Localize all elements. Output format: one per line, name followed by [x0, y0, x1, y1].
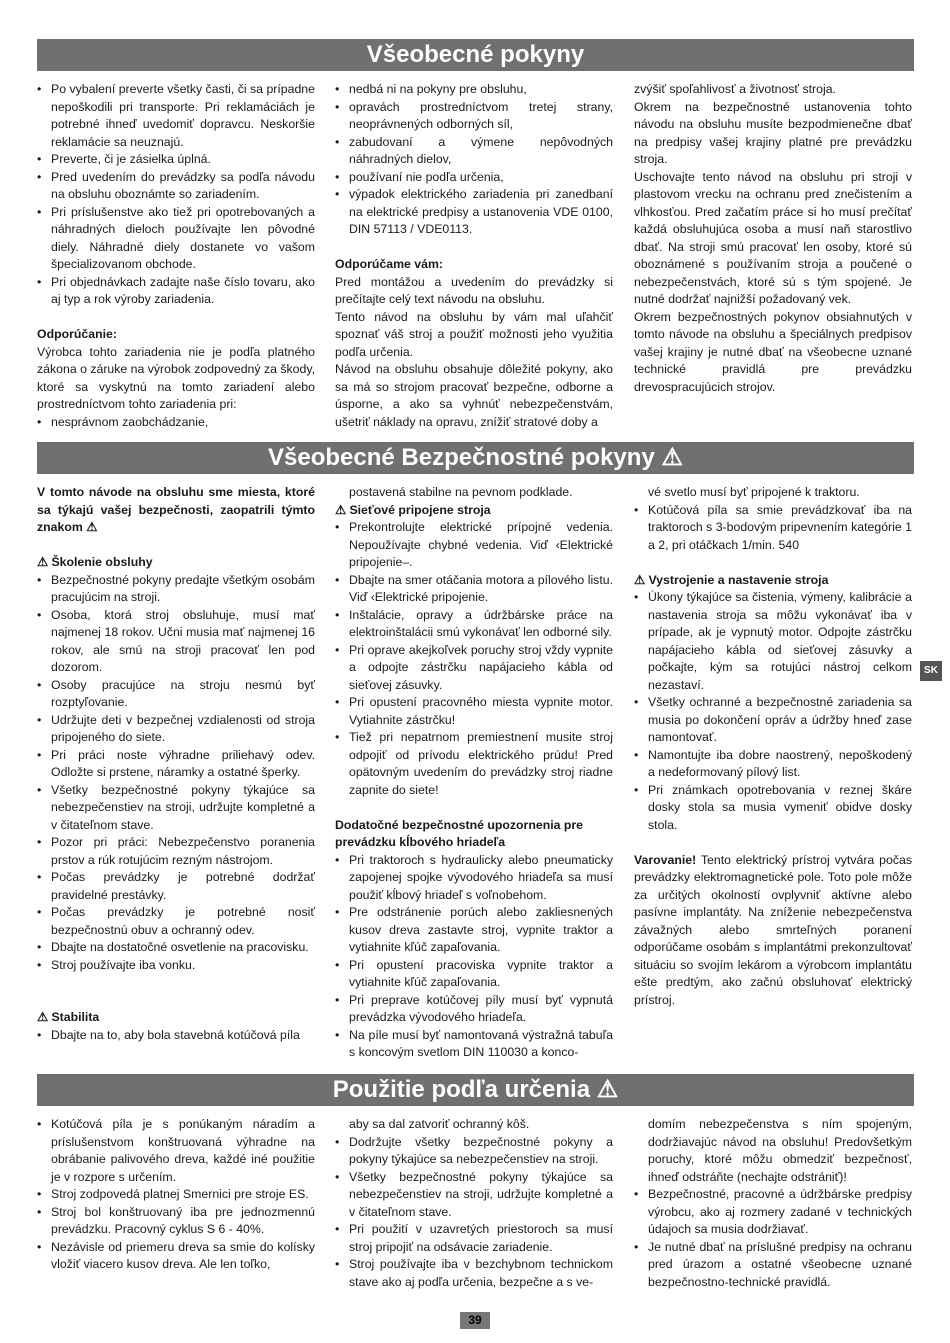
- list-item: • Pri opustení pracoviska vypnite traktor a vytiahnite kľúč zapaľovania.: [335, 957, 613, 992]
- s3-column-3: [634, 1116, 912, 1291]
- s3-column-2: [335, 1116, 613, 1291]
- list-item: • Bezpečnostné, pracovné a údržbárske predpisy výrobcu, ako aj rozmery zadané v technických údajoch sa musia dodržiavať.: [634, 1186, 912, 1239]
- subheading-recommendation: Odporúčanie:: [37, 327, 117, 341]
- paragraph: Okrem bezpečnostných pokynov obsiahnutých v tomto návode na obsluhu a špeciálnych predpisov vašej krajiny je nutné dbať na všeobecne uznané technické pravidlá pre prevádzku drevospracujúcich strojov.: [634, 309, 912, 394]
- subheading-we-recommend: Odporúčame vám:: [335, 257, 443, 271]
- list-item: • Pri príslušenstve ako tiež pri opotrebovaných a náhradných dieloch používajte len pôvodné diely. Náhradné diely dostanete vo vašom špecializovanom obchode.: [37, 204, 315, 274]
- list-item: • Všetky bezpečnostné pokyny týkajúce sa nebezpečenstiev na stroji, udržujte kompletné a v čitateľnom stave.: [37, 782, 315, 835]
- continued-text: aby sa dal zatvoriť ochranný kôš.: [349, 1117, 530, 1131]
- list-item: • Dbajte na to, aby bola stavebná kotúčová píla: [37, 1027, 315, 1045]
- list-item: • Po vybalení preverte všetky časti, či sa prípadne nepoškodili pri transporte. Pri reklamáciách je potrebné ihneď uvedomiť dopravcu. Neskoršie reklamácie sa neuznajú.: [37, 81, 315, 151]
- warning-paragraph: [634, 852, 912, 1010]
- list-item: • Kotúčová píla sa smie prevádzkovať iba na traktoroch s 3-bodovým pripevnením kategórie 1 a 2, pri otáčkach 1/min. 540: [634, 502, 912, 555]
- s1-column-2: [335, 81, 613, 431]
- paragraph: Uschovajte tento návod na obsluhu pri stroji v plastovom vrecku na ochranu pred znečistením a vlhkosťou. Pred začatím práce si ho musí prečítať každá obsluhujúca osoba a musí naň starostlivo dbať. Na stroji smú pracovať len osoby, ktoré sú oboznámené s používaním stroja a poučené o nebezpečenstvách, ktoré sú s tým spojené. Je nutné dodržať najnižší požadovaný vek.: [634, 169, 912, 306]
- subheading-stability: ⚠ Stabilita: [37, 1010, 100, 1024]
- list-item: • Nezávisle od priemeru dreva sa smie do kolísky vložiť viacero kusov dreva. Ale len toľko,: [37, 1239, 315, 1274]
- list-item: • Všetky ochranné a bezpečnostné zariadenia sa musia po dokončení opráv a údržby hneď zase namontovať.: [634, 694, 912, 747]
- section-title-intended-use: Použitie podľa určenia ⚠: [37, 1074, 914, 1106]
- list-item: • Osoba, ktorá stroj obsluhuje, musí mať najmenej 18 rokov. Učni musia mať najmenej 16 rokov, ale smú na stroji pracovať len pod dozorom.: [37, 607, 315, 677]
- paragraph: Pred montážou a uvedením do prevádzky si prečítajte celý text návodu na obsluhu.: [335, 274, 613, 306]
- continued-text: domím nebezpečenstva s ním spojeným, dodržiavajúc návod na obsluhu! Predovšetkým poruchy, ktoré môžu obmedziť bezpečnosť, ihneď odstráňte (nechajte odstrániť)!: [648, 1117, 912, 1184]
- s2-column-1: [37, 484, 315, 1044]
- list-item: • Dodržujte všetky bezpečnostné pokyny a pokyny týkajúce sa nebezpečenstiev na stroji.: [335, 1134, 613, 1169]
- page-number: 39: [460, 1312, 490, 1329]
- list-item: • Stroj zodpovedá platnej Smernici pre stroje ES.: [37, 1186, 315, 1204]
- s2-column-3: [634, 484, 912, 1009]
- list-item: • Inštalácie, opravy a údržbárske práce na elektroinštalácii smú vykonávať len odborné sily.: [335, 607, 613, 642]
- list-item: • nedbá ni na pokyny pre obsluhu,: [335, 81, 613, 99]
- s1-c2-list: [335, 81, 613, 239]
- subheading-pto-shaft: Dodatočné bezpečnostné upozornenia pre prevádzku kĺbového hriadeľa: [335, 817, 584, 849]
- continued-text: postavená stabilne na pevnom podklade.: [349, 485, 573, 499]
- s1-c1-list: [37, 81, 315, 309]
- list-item: • Počas prevádzky je potrebné nosiť bezpečnostnú obuv a ochranný odev.: [37, 904, 315, 939]
- list-item: • Pri traktoroch s hydraulicky alebo pneumaticky zapojenej spojke vývodového hriadeľa sa musí použiť kĺbový hriadeľ s voľnobehom.: [335, 852, 613, 905]
- list-item: • opravách prostredníctvom tretej strany, neoprávnených odborných síl,: [335, 99, 613, 134]
- list-item: • Bezpečnostné pokyny predajte všetkým osobám pracujúcim na stroji.: [37, 572, 315, 607]
- list-item: • Pri objednávkach zadajte naše číslo tovaru, ako aj typ a rok výroby zariadenia.: [37, 274, 315, 309]
- safety-intro: V tomto návode na obsluhu sme miesta, ktoré sa týkajú vašej bezpečnosti, zaopatrili týmto znakom ⚠: [37, 485, 315, 534]
- paragraph: Okrem na bezpečnostné ustanovenia tohto návodu na obsluhu musíte bezpodmienečne dbať na predpisy vašej krajiny platné pre prevádzku stroja.: [634, 99, 912, 166]
- s3-column-1: [37, 1116, 315, 1274]
- list-item: • zabudovaní a výmene nepôvodných náhradných dielov,: [335, 134, 613, 169]
- list-item: • Úkony týkajúce sa čistenia, výmeny, kalibrácie a nastavenia stroja sa môžu vykonávať iba v prípade, ak je vypnutý motor. Odpojte zástrčku napájacieho kábla od sieťovej zásuvky a počkajte, kým sa rotujúci nástroj celkom nezastaví.: [634, 589, 912, 694]
- list-item: • Preverte, či je zásielka úplná.: [37, 151, 315, 169]
- list-item: • Na píle musí byť namontovaná výstražná tabuľa s koncovým svetlom DIN 110030 a konco-: [335, 1027, 613, 1062]
- list-item: • Pred uvedením do prevádzky sa podľa návodu na obsluhu oboznámte so zariadením.: [37, 169, 315, 204]
- list-item: • používaní nie podľa určenia,: [335, 169, 613, 187]
- list-item: • Všetky bezpečnostné pokyny týkajúce sa nebezpečenstiev na stroji, udržujte kompletné a v čitateľnom stave.: [335, 1169, 613, 1222]
- list-item: • Je nutné dbať na príslušné predpisy na ochranu pred úrazom a ostatné všeobecne uznané bezpečnostno-technické pravidlá.: [634, 1239, 912, 1292]
- list-item: • Pri preprave kotúčovej píly musí byť vypnutá prevádzka vývodového hriadeľa.: [335, 992, 613, 1027]
- list-item: • Pre odstránenie porúch alebo zakliesnených kusov dreva zastavte stroj, vypnite traktor a vytiahnite kľúč zapaľovania.: [335, 904, 613, 957]
- list-item: • Pri oprave akejkoľvek poruchy stroj vždy vypnite a odpojte zástrčku napájacieho kábla od sieťovej zásuvky.: [335, 642, 613, 695]
- list-item: • výpadok elektrického zariadenia pri zanedbaní na elektrické predpisy a ustanovenia VDE 0100, DIN 57113 / VDE0113.: [335, 186, 613, 239]
- list-item: • Namontujte iba dobre naostrený, nepoškodený a nedeformovaný pílový list.: [634, 747, 912, 782]
- list-item: • Pri známkach opotrebovania v reznej škáre dosky stola sa musia vymeniť obidve dosky stola.: [634, 782, 912, 835]
- list-item: • Udržujte deti v bezpečnej vzdialenosti od stroja pripojeného do siete.: [37, 712, 315, 747]
- list-item: • nesprávnom zaobchádzanie,: [37, 414, 315, 432]
- list-item: • Pri opustení pracovného miesta vypnite motor. Vytiahnite zástrčku!: [335, 694, 613, 729]
- list-item: • Dbajte na dostatočné osvetlenie na pracovisku.: [37, 939, 315, 957]
- list-item: • Pri použití v uzavretých priestoroch sa musí stroj pripojiť na odsávacie zariadenie.: [335, 1221, 613, 1256]
- paragraph: Tento návod na obsluhu by vám mal uľahčiť spoznať váš stroj a použiť možnosti jeho využitia podľa určenia.: [335, 309, 613, 359]
- language-tab: SK: [920, 661, 942, 681]
- list-item: • Pozor pri práci: Nebezpečenstvo poranenia prstov a rúk rotujúcim rezným nástrojom.: [37, 834, 315, 869]
- warning-text: Tento elektrický prístroj vytvára počas prevádzky elektromagnetické pole. Toto pole môže za určitých okolností ovplyvniť aktívne alebo pasívne implantáty. Na zníženie nebezpečenstva závažných alebo smrteľných poranení odporúčame osobám s implantátmi prekonzultovať situáciu so svojím lekárom a výrobcom implantátu ešte predtým, ako začnú obsluhovať elektrický prístroj.: [634, 852, 912, 1007]
- list-item: • Stroj bol konštruovaný iba pre jednozmennú prevádzku. Pracovný cyklus S 6 - 40%.: [37, 1204, 315, 1239]
- paragraph: Návod na obsluhu obsahuje dôležité pokyny, ako sa má so strojom pracovať bezpečne, odborne a úsporne, a ako sa vyhnúť nebezpečenstvám, ušetriť náklady na opravu, znížiť stratové doby a: [335, 362, 613, 429]
- s1-column-3: [634, 81, 912, 396]
- list-item: • Tiež pri nepatrnom premiestnení musite stroj odpojiť od prívodu elektrického prúdu! Pred opätovným uvedením do prevádzky stroj riadne zapnite do siete!: [335, 729, 613, 799]
- list-item: • Stroj používajte iba vonku.: [37, 957, 315, 975]
- section-title-safety: Všeobecné Bezpečnostné pokyny ⚠: [37, 442, 914, 474]
- list-item: • Osoby pracujúce na stroju nesmú byť rozptyľovanie.: [37, 677, 315, 712]
- subheading-machine-setup: ⚠ Vystrojenie a nastavenie stroja: [634, 572, 829, 587]
- list-item: • Stroj používajte iba v bezchybnom technickom stave ako aj podľa určenia, bezpečne a s ve-: [335, 1256, 613, 1291]
- warning-label: Varovanie!: [634, 852, 697, 867]
- s2-column-2: [335, 484, 613, 1062]
- list-item: • Dbajte na smer otáčania motora a pílového listu. Viď ‹Elektrické pripojenie.: [335, 572, 613, 607]
- s1-column-1: [37, 81, 315, 431]
- list-item: • Prekontrolujte elektrické prípojné vedenia. Nepoužívajte chybné vedenia. Viď ‹Elektrické pripojenie–.: [335, 519, 613, 572]
- paragraph: zvýšiť spoľahlivosť a životnosť stroja.: [634, 82, 836, 96]
- section-title-general: Všeobecné pokyny: [37, 39, 914, 71]
- list-item: • Počas prevádzky je potrebné dodržať pravidelné prestávky.: [37, 869, 315, 904]
- subheading-mains-connection: ⚠ Sieťové pripojene stroja: [335, 502, 491, 517]
- subheading-operator-training: ⚠ Školenie obsluhy: [37, 555, 153, 569]
- list-item: • Kotúčová píla je s ponúkaným náradím a príslušenstvom konštruovaná výhradne na obrábanie palivového dreva, každé iné použitie je v rozpore s určením.: [37, 1116, 315, 1186]
- paragraph: Výrobca tohto zariadenia nie je podľa platného zákona o záruke na výrobok zodpovedný za škody, ktoré sa vyskytnú na tomto zariadení alebo prostredníctvom tohto zariadenia pri:: [37, 344, 315, 411]
- continued-text: vé svetlo musí byť pripojené k traktoru.: [648, 485, 860, 499]
- list-item: • Pri práci noste výhradne priliehavý odev. Odložte si prstene, náramky a ostatné šperky.: [37, 747, 315, 782]
